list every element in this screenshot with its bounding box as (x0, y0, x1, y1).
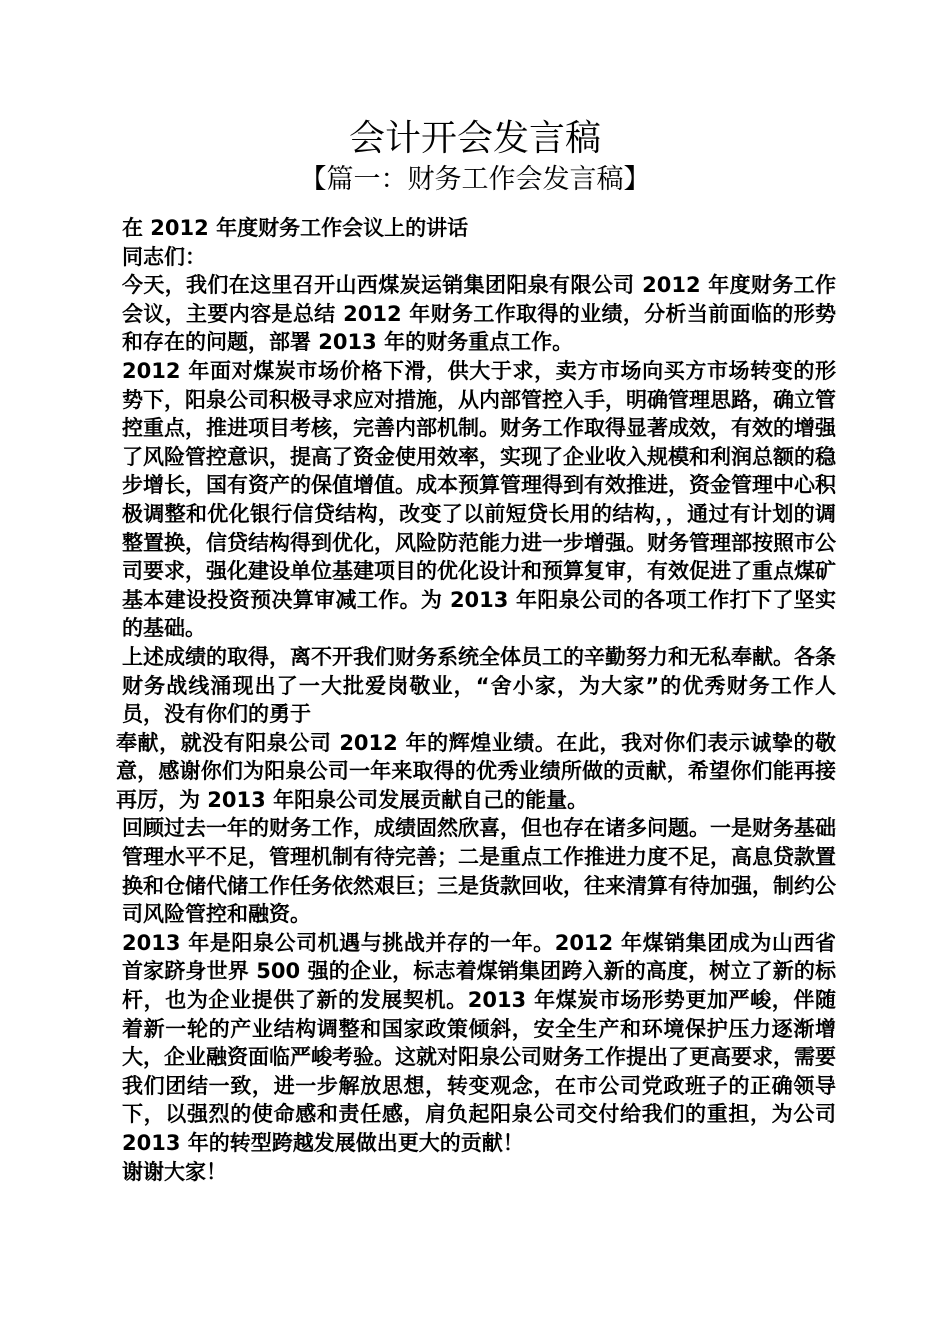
closing: 谢谢大家！ (122, 1159, 227, 1184)
paragraph-6: 2013 年是阳泉公司机遇与挑战并存的一年。2012 年煤销集团成为山西省首家跻身世界 500 强的企业，标志着煤销集团跨入新的高度，树立了新的标杆，也为企业提供了新的发展契机。2013 年煤炭市场形势更加严峻，伴随着新一轮的产业结构调整和国家政策倾斜，安全生产和环境保护压力逐渐增大，企业融资面临严峻考验。这就对阳泉公司财务工作提出了更高要求，需要我们团结一致，进一步解放思想，转变观念，在市公司党政班子的正确领导下，以强烈的使命感和责任感，肩负起阳泉公司交付给我们的重担，为公司 2013 年的转型跨越发展做出更大的贡献！ (122, 930, 836, 1155)
paragraph-3: 上述成绩的取得，离不开我们财务系统全体员工的辛勤努力和无私奉献。各条财务战线涌现出了一大批爱岗敬业，“舍小家，为大家”的优秀财务工作人员，没有你们的勇于 (122, 644, 836, 727)
document-subtitle: 【篇一：财务工作会发言稿】 (299, 164, 651, 195)
salutation: 同志们： (122, 244, 206, 269)
paragraph-5: 回顾过去一年的财务工作，成绩固然欣喜，但也存在诸多问题。一是财务基础管理水平不足，管理机制有待完善；二是重点工作推进力度不足，高息贷款置换和仓储代储工作任务依然艰巨；三是货款回收，往来清算有待加强，制约公司风险管控和融资。 (122, 816, 836, 927)
document-body (116, 214, 836, 1186)
document-title: 会计开会发言稿 (348, 118, 601, 159)
paragraph-2: 2012 年面对煤炭市场价格下滑，供大于求，卖方市场向买方市场转变的形势下，阳泉公司积极寻求应对措施，从内部管控入手，明确管理思路，确立管控重点，推进项目考核，完善内部机制。财务工作取得显著成效，有效的增强了风险管控意识，提高了资金使用效率，实现了企业收入规模和利润总额的稳步增长，国有资产的保值增值。成本预算管理得到有效推进，资金管理中心积极调整和优化银行信贷结构，改变了以前短贷长用的结构，，通过有计划的调整置换，信贷结构得到优化，风险防范能力进一步增强。财务管理部按照市公司要求，强化建设单位基建项目的优化设计和预算复审，有效促进了重点煤矿基本建设投资预决算审减工作。为 2013 年阳泉公司的各项工作打下了坚实的基础。 (122, 358, 836, 641)
paragraph-4: 奉献，就没有阳泉公司 2012 年的辉煌业绩。在此，我对你们表示诚挚的敬意，感谢你们为阳泉公司一年来取得的优秀业绩所做的贡献，希望你们能再接再厉，为 2013 年阳泉公司发展贡献自己的能量。 (116, 730, 836, 812)
paragraph-1: 今天，我们在这里召开山西煤炭运销集团阳泉有限公司 2012 年度财务工作会议，主要内容是总结 2012 年财务工作取得的业绩，分析当前面临的形势和存在的问题，部署 2013 年的财务重点工作。 (122, 273, 836, 355)
speech-title: 在 2012 年度财务工作会议上的讲话 (122, 216, 469, 240)
